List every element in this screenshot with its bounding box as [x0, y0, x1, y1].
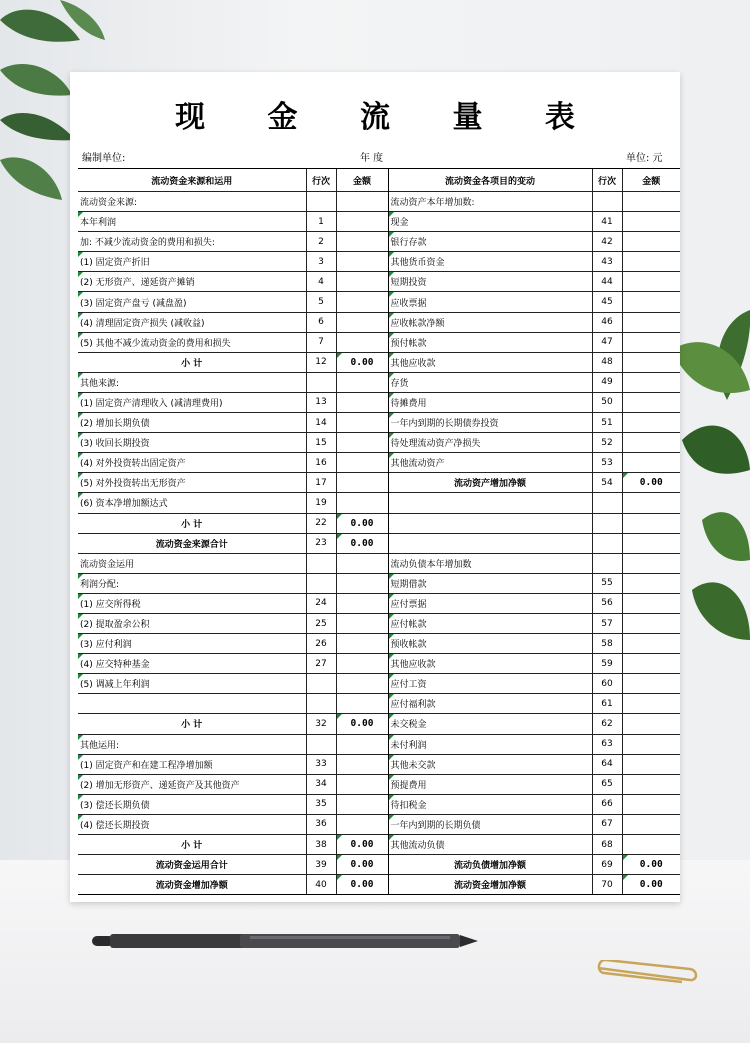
table-row	[78, 292, 680, 312]
left-item-cell: 流动资金来源合计	[78, 533, 306, 553]
left-row-number: 25	[306, 613, 336, 633]
year-label: 年 度	[360, 153, 384, 164]
right-item-cell: 其他流动资产	[388, 453, 592, 473]
table-row	[78, 835, 680, 855]
left-item-cell: (2) 无形资产、递延资产摊销	[78, 272, 306, 292]
table-row	[78, 875, 680, 895]
right-amount-cell	[622, 433, 680, 453]
left-item-cell: (1) 应交所得税	[78, 593, 306, 613]
table-row	[78, 573, 680, 593]
right-row-number: 44	[592, 272, 622, 292]
left-row-number	[306, 734, 336, 754]
right-item-cell: 流动负债本年增加数	[388, 553, 592, 573]
left-item-cell: 其他运用:	[78, 734, 306, 754]
left-row-number: 4	[306, 272, 336, 292]
header-left-item: 流动资金来源和运用	[78, 169, 306, 192]
table-row	[78, 413, 680, 433]
table-row	[78, 513, 680, 533]
left-row-number: 3	[306, 252, 336, 272]
right-amount-cell	[622, 835, 680, 855]
left-row-number: 13	[306, 392, 336, 412]
left-amount-cell: 0.00	[336, 875, 388, 895]
right-item-cell: 其他应收款	[388, 352, 592, 372]
right-item-cell: 现金	[388, 212, 592, 232]
table-row	[78, 212, 680, 232]
table-row	[78, 734, 680, 754]
right-row-number: 46	[592, 312, 622, 332]
left-item-cell: 小 计	[78, 352, 306, 372]
left-item-cell: (2) 增加长期负债	[78, 413, 306, 433]
left-amount-cell	[336, 372, 388, 392]
left-row-number	[306, 573, 336, 593]
table-row	[78, 634, 680, 654]
left-row-number: 19	[306, 493, 336, 513]
left-amount-cell	[336, 794, 388, 814]
left-row-number	[306, 694, 336, 714]
right-row-number: 42	[592, 232, 622, 252]
right-item-cell: 流动资金增加净额	[388, 875, 592, 895]
right-amount-cell	[622, 513, 680, 533]
left-item-cell: (4) 清理固定资产损失 (减收益)	[78, 312, 306, 332]
right-amount-cell	[622, 413, 680, 433]
right-row-number: 67	[592, 814, 622, 834]
right-row-number: 56	[592, 593, 622, 613]
right-row-number	[592, 533, 622, 553]
table-row	[78, 453, 680, 473]
right-item-cell	[388, 533, 592, 553]
right-amount-cell	[622, 292, 680, 312]
table-row	[78, 674, 680, 694]
right-item-cell: 银行存款	[388, 232, 592, 252]
right-item-cell: 其他应收款	[388, 654, 592, 674]
left-row-number: 17	[306, 473, 336, 493]
left-amount-cell: 0.00	[336, 855, 388, 875]
left-amount-cell	[336, 212, 388, 232]
left-row-number: 35	[306, 794, 336, 814]
left-row-number: 38	[306, 835, 336, 855]
left-item-cell: (3) 收回长期投资	[78, 433, 306, 453]
left-amount-cell	[336, 694, 388, 714]
left-amount-cell	[336, 593, 388, 613]
left-row-number: 27	[306, 654, 336, 674]
left-item-cell: (6) 资本净增加额达式	[78, 493, 306, 513]
right-amount-cell	[622, 654, 680, 674]
right-row-number	[592, 192, 622, 212]
left-amount-cell: 0.00	[336, 533, 388, 553]
table-row	[78, 252, 680, 272]
right-row-number: 43	[592, 252, 622, 272]
left-item-cell: (1) 固定资产折旧	[78, 252, 306, 272]
right-item-cell: 流动负债增加净额	[388, 855, 592, 875]
right-amount-cell	[622, 212, 680, 232]
right-row-number: 47	[592, 332, 622, 352]
left-item-cell: 流动资金增加净额	[78, 875, 306, 895]
left-row-number	[306, 553, 336, 573]
table-row	[78, 352, 680, 372]
table-row	[78, 593, 680, 613]
left-amount-cell	[336, 634, 388, 654]
table-row	[78, 433, 680, 453]
right-row-number: 48	[592, 352, 622, 372]
right-item-cell: 一年内到期的长期负债	[388, 814, 592, 834]
left-row-number	[306, 674, 336, 694]
table-row	[78, 533, 680, 553]
right-row-number: 49	[592, 372, 622, 392]
left-row-number: 33	[306, 754, 336, 774]
right-amount-cell: 0.00	[622, 473, 680, 493]
right-row-number: 60	[592, 674, 622, 694]
right-row-number: 53	[592, 453, 622, 473]
right-row-number: 65	[592, 774, 622, 794]
left-amount-cell	[336, 292, 388, 312]
right-item-cell: 短期借款	[388, 573, 592, 593]
left-item-cell: (4) 偿还长期投资	[78, 814, 306, 834]
right-item-cell	[388, 513, 592, 533]
pen-image	[90, 930, 480, 952]
left-item-cell: 加: 不减少流动资金的费用和损失:	[78, 232, 306, 252]
right-row-number	[592, 513, 622, 533]
left-amount-cell	[336, 413, 388, 433]
right-item-cell: 短期投资	[388, 272, 592, 292]
right-item-cell: 应付福利款	[388, 694, 592, 714]
left-amount-cell	[336, 553, 388, 573]
right-item-cell: 待摊费用	[388, 392, 592, 412]
left-item-cell: 流动资金运用	[78, 553, 306, 573]
left-row-number: 6	[306, 312, 336, 332]
right-item-cell: 其他未交款	[388, 754, 592, 774]
left-amount-cell	[336, 814, 388, 834]
sheet-title: 现 金 流 量 表	[175, 100, 601, 135]
left-row-number	[306, 192, 336, 212]
right-item-cell: 预付帐款	[388, 332, 592, 352]
table-row	[78, 613, 680, 633]
left-item-cell: (5) 对外投资转出无形资产	[78, 473, 306, 493]
plant-leaves-right	[672, 290, 750, 690]
header-left-amount: 金额	[336, 169, 388, 192]
left-row-number: 15	[306, 433, 336, 453]
left-row-number: 7	[306, 332, 336, 352]
currency-label: 单位: 元	[626, 153, 663, 164]
right-amount-cell	[622, 593, 680, 613]
left-item-cell: (2) 增加无形资产、递延资产及其他资产	[78, 774, 306, 794]
right-item-cell: 预收帐款	[388, 634, 592, 654]
left-amount-cell	[336, 613, 388, 633]
left-row-number: 26	[306, 634, 336, 654]
left-amount-cell: 0.00	[336, 714, 388, 734]
left-row-number: 36	[306, 814, 336, 834]
right-row-number: 51	[592, 413, 622, 433]
right-item-cell: 应收票据	[388, 292, 592, 312]
table-row	[78, 794, 680, 814]
right-row-number: 59	[592, 654, 622, 674]
cash-flow-table	[78, 168, 680, 895]
left-amount-cell	[336, 674, 388, 694]
right-amount-cell	[622, 553, 680, 573]
left-amount-cell	[336, 473, 388, 493]
right-amount-cell	[622, 493, 680, 513]
left-amount-cell	[336, 654, 388, 674]
right-item-cell: 应付工资	[388, 674, 592, 694]
table-row	[78, 774, 680, 794]
right-row-number: 69	[592, 855, 622, 875]
right-amount-cell	[622, 774, 680, 794]
right-item-cell: 未付利润	[388, 734, 592, 754]
left-amount-cell	[336, 392, 388, 412]
right-row-number: 66	[592, 794, 622, 814]
right-row-number: 68	[592, 835, 622, 855]
header-right-row: 行次	[592, 169, 622, 192]
right-row-number: 52	[592, 433, 622, 453]
right-row-number	[592, 553, 622, 573]
left-amount-cell	[336, 734, 388, 754]
left-row-number: 22	[306, 513, 336, 533]
table-row	[78, 192, 680, 212]
table-row	[78, 754, 680, 774]
right-row-number: 58	[592, 634, 622, 654]
right-row-number: 55	[592, 573, 622, 593]
left-item-cell: (4) 应交特种基金	[78, 654, 306, 674]
left-amount-cell	[336, 433, 388, 453]
right-amount-cell	[622, 272, 680, 292]
left-row-number: 2	[306, 232, 336, 252]
right-amount-cell	[622, 232, 680, 252]
left-item-cell: (5) 调减上年利润	[78, 674, 306, 694]
right-item-cell: 其他货币资金	[388, 252, 592, 272]
left-item-cell: (2) 提取盈余公积	[78, 613, 306, 633]
cash-flow-sheet	[70, 72, 680, 902]
left-row-number: 24	[306, 593, 336, 613]
left-item-cell: (5) 其他不减少流动资金的费用和损失	[78, 332, 306, 352]
left-item-cell	[78, 694, 306, 714]
left-row-number: 23	[306, 533, 336, 553]
left-row-number: 34	[306, 774, 336, 794]
right-item-cell: 应付帐款	[388, 613, 592, 633]
table-row	[78, 553, 680, 573]
left-amount-cell	[336, 493, 388, 513]
header-right-item: 流动资金各项目的变动	[388, 169, 592, 192]
right-item-cell: 其他流动负债	[388, 835, 592, 855]
right-row-number: 50	[592, 392, 622, 412]
table-row	[78, 272, 680, 292]
right-amount-cell	[622, 674, 680, 694]
right-row-number: 70	[592, 875, 622, 895]
left-amount-cell	[336, 232, 388, 252]
header-right-amount: 金额	[622, 169, 680, 192]
company-label: 编制单位:	[82, 153, 126, 164]
table-row	[78, 814, 680, 834]
paper-clip-image	[594, 960, 704, 988]
right-amount-cell	[622, 694, 680, 714]
right-row-number: 45	[592, 292, 622, 312]
table-row	[78, 312, 680, 332]
left-item-cell: 小 计	[78, 714, 306, 734]
left-amount-cell: 0.00	[336, 835, 388, 855]
right-amount-cell	[622, 312, 680, 332]
table-row	[78, 332, 680, 352]
table-row	[78, 473, 680, 493]
left-amount-cell	[336, 453, 388, 473]
right-amount-cell	[622, 754, 680, 774]
right-amount-cell	[622, 352, 680, 372]
left-item-cell: 本年利润	[78, 212, 306, 232]
left-row-number: 5	[306, 292, 336, 312]
left-amount-cell	[336, 252, 388, 272]
left-amount-cell	[336, 332, 388, 352]
right-amount-cell: 0.00	[622, 875, 680, 895]
left-item-cell: (4) 对外投资转出固定资产	[78, 453, 306, 473]
right-amount-cell	[622, 573, 680, 593]
right-item-cell: 流动资产本年增加数:	[388, 192, 592, 212]
right-item-cell: 预提费用	[388, 774, 592, 794]
left-item-cell: (3) 应付利润	[78, 634, 306, 654]
left-item-cell: 小 计	[78, 835, 306, 855]
right-amount-cell	[622, 372, 680, 392]
left-amount-cell: 0.00	[336, 352, 388, 372]
left-row-number: 39	[306, 855, 336, 875]
right-amount-cell: 0.00	[622, 855, 680, 875]
left-row-number	[306, 372, 336, 392]
left-item-cell: 流动资金来源:	[78, 192, 306, 212]
left-amount-cell	[336, 573, 388, 593]
left-item-cell: (1) 固定资产清理收入 (减清理费用)	[78, 392, 306, 412]
table-row	[78, 493, 680, 513]
left-row-number: 1	[306, 212, 336, 232]
header-left-row: 行次	[306, 169, 336, 192]
right-amount-cell	[622, 252, 680, 272]
right-item-cell: 待处理流动资产净损失	[388, 433, 592, 453]
right-item-cell	[388, 493, 592, 513]
right-amount-cell	[622, 634, 680, 654]
right-amount-cell	[622, 714, 680, 734]
right-amount-cell	[622, 794, 680, 814]
table-row	[78, 855, 680, 875]
right-row-number: 62	[592, 714, 622, 734]
right-item-cell: 待扣税金	[388, 794, 592, 814]
table-row	[78, 392, 680, 412]
right-item-cell: 流动资产增加净额	[388, 473, 592, 493]
table-row	[78, 232, 680, 252]
right-amount-cell	[622, 734, 680, 754]
right-amount-cell	[622, 453, 680, 473]
right-row-number: 63	[592, 734, 622, 754]
right-amount-cell	[622, 814, 680, 834]
table-row	[78, 372, 680, 392]
right-item-cell: 未交税金	[388, 714, 592, 734]
left-row-number: 14	[306, 413, 336, 433]
right-amount-cell	[622, 533, 680, 553]
table-row	[78, 654, 680, 674]
table-row	[78, 694, 680, 714]
right-amount-cell	[622, 192, 680, 212]
left-amount-cell	[336, 272, 388, 292]
right-row-number: 61	[592, 694, 622, 714]
left-item-cell: 小 计	[78, 513, 306, 533]
table-row	[78, 714, 680, 734]
left-item-cell: (3) 偿还长期负债	[78, 794, 306, 814]
right-row-number: 41	[592, 212, 622, 232]
right-row-number: 57	[592, 613, 622, 633]
left-row-number: 40	[306, 875, 336, 895]
right-row-number: 64	[592, 754, 622, 774]
table-header-row	[78, 169, 680, 192]
right-row-number: 54	[592, 473, 622, 493]
left-row-number: 16	[306, 453, 336, 473]
left-item-cell: 利润分配:	[78, 573, 306, 593]
left-amount-cell	[336, 312, 388, 332]
right-item-cell: 一年内到期的长期债券投资	[388, 413, 592, 433]
left-amount-cell	[336, 774, 388, 794]
left-item-cell: (1) 固定资产和在建工程净增加额	[78, 754, 306, 774]
right-item-cell: 应收帐款净额	[388, 312, 592, 332]
left-item-cell: (3) 固定资产盘亏 (减盘盈)	[78, 292, 306, 312]
right-row-number	[592, 493, 622, 513]
right-amount-cell	[622, 613, 680, 633]
left-amount-cell	[336, 192, 388, 212]
right-item-cell: 存货	[388, 372, 592, 392]
left-item-cell: 其他来源:	[78, 372, 306, 392]
right-amount-cell	[622, 392, 680, 412]
right-item-cell: 应付票据	[388, 593, 592, 613]
right-amount-cell	[622, 332, 680, 352]
left-row-number: 12	[306, 352, 336, 372]
left-amount-cell	[336, 754, 388, 774]
left-item-cell: 流动资金运用合计	[78, 855, 306, 875]
left-row-number: 32	[306, 714, 336, 734]
left-amount-cell: 0.00	[336, 513, 388, 533]
